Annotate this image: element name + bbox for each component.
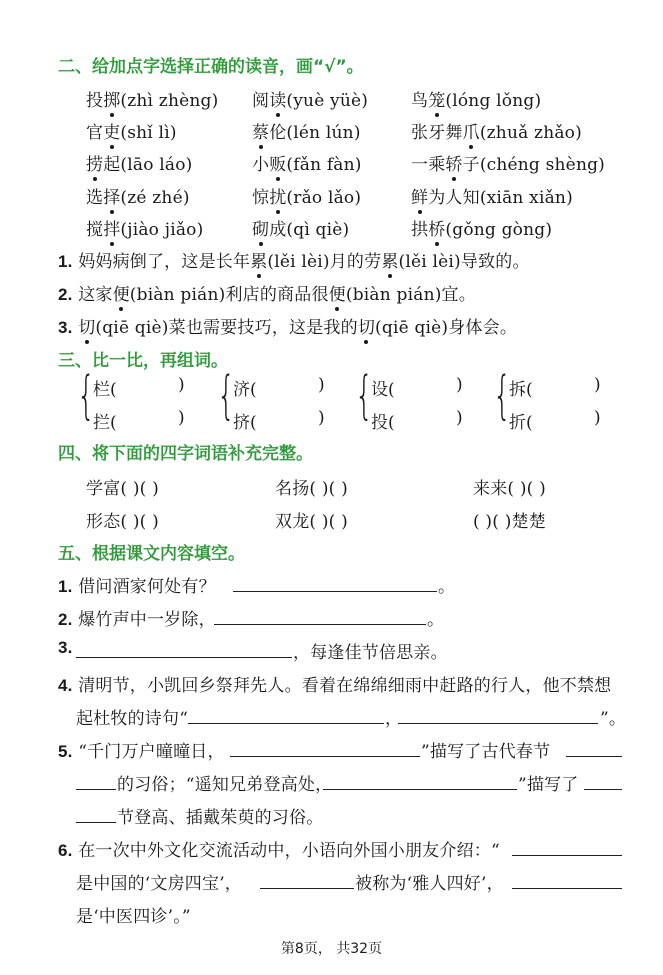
pinyin-options[interactable]: (zhuǎ zhǎo) (479, 123, 582, 143)
q-number: 6. (58, 841, 73, 860)
dotted-char: 轿 (445, 150, 462, 175)
compare-char: 投( (371, 413, 395, 433)
word-part: 惊 (252, 188, 270, 208)
idiom-item[interactable]: 形态( )( ) (86, 512, 159, 532)
answer-blank[interactable] (76, 657, 292, 658)
q-text: “千门万户曈曈日， (78, 742, 225, 762)
idiom-item[interactable]: 来来( )( ) (473, 479, 546, 499)
pinyin-options[interactable]: (biàn pián)利店的商品很 (129, 285, 329, 305)
answer-blank[interactable] (76, 789, 116, 790)
dotted-char: 爪 (463, 118, 480, 143)
pinyin-options[interactable]: (rǎo lǎo) (286, 188, 362, 208)
pinyin-options[interactable]: (biàn pián)宜。 (345, 285, 476, 305)
dotted-char: 桥 (428, 215, 445, 240)
word-part: 伦 (269, 123, 287, 143)
q-number: 4. (58, 676, 73, 695)
word-part: 成 (269, 220, 287, 240)
pinyin-item (252, 215, 349, 240)
page-number: 第8页， 共32页 (280, 941, 383, 957)
section-3-title: 三、比一比，再组词。 (58, 351, 228, 371)
q-text: ，每逢佳节倍思亲。 (293, 643, 448, 663)
word-part: 一乘 (411, 155, 446, 175)
pinyin-item (252, 86, 368, 111)
pinyin-options[interactable]: (fǎn fàn) (286, 155, 362, 175)
section-5-title: 五、根据课文内容填空。 (58, 544, 245, 564)
answer-blank[interactable] (214, 624, 426, 625)
q-number: 3. (58, 318, 73, 337)
pinyin-item (411, 118, 582, 143)
word-blank[interactable]: ) (178, 408, 185, 428)
pinyin-options[interactable]: (yuè yüè) (286, 91, 369, 111)
q-number: 2. (58, 285, 73, 304)
dotted-char: 切 (358, 313, 375, 338)
q-end: ”。 (600, 709, 627, 729)
dotted-char: 便 (113, 280, 130, 305)
pinyin-item (86, 86, 218, 111)
pinyin-item (86, 150, 193, 175)
pinyin-options[interactable]: (chéng shèng) (479, 155, 606, 175)
pinyin-item (252, 150, 362, 175)
word-part: 搅 (86, 220, 104, 240)
answer-blank[interactable] (512, 855, 622, 856)
word-part: 为人知 (428, 188, 480, 208)
q-text-cont: 节登高、插戴茱萸的习俗。 (117, 808, 324, 828)
sec5-question-1 (58, 572, 216, 597)
word-part: 阅 (252, 91, 270, 111)
q-end: 。 (438, 577, 456, 597)
q-text: 这家 (78, 285, 113, 305)
q-text: 清明节，小凯回乡祭拜先人。看着在绵绵细雨中赶路的行人，他不禁想 (78, 676, 612, 696)
pinyin-options[interactable]: (qì qiè) (286, 220, 350, 240)
word-blank[interactable]: ) (318, 375, 325, 395)
pinyin-options[interactable]: (zé zhé) (120, 188, 190, 208)
pinyin-options[interactable]: (jiào jiǎo) (120, 220, 204, 240)
pinyin-options[interactable]: (lāo láo) (120, 155, 193, 175)
brace-icon: { (77, 366, 96, 426)
answer-blank[interactable] (584, 789, 622, 790)
word-part: 拱 (411, 220, 429, 240)
word-blank[interactable]: ) (456, 408, 463, 428)
pinyin-item (411, 150, 605, 175)
q-number: 1. (58, 252, 73, 271)
compare-char: 栏( (93, 380, 117, 400)
q-end: 。 (427, 610, 445, 630)
dotted-char: 扰 (269, 183, 286, 208)
dotted-char: 读 (269, 86, 286, 111)
dotted-char: 砌 (252, 215, 269, 240)
pinyin-options[interactable]: (xiān xiǎn) (479, 188, 573, 208)
dotted-char: 便 (329, 280, 346, 305)
pinyin-item (411, 215, 552, 240)
answer-blank[interactable] (512, 888, 622, 889)
word-blank[interactable]: ) (318, 408, 325, 428)
pinyin-item (86, 215, 203, 240)
brace-icon: { (217, 366, 236, 426)
pinyin-options[interactable]: (lóng lǒng) (445, 91, 542, 111)
compare-char: 折( (509, 413, 533, 433)
dotted-char: 笼 (428, 86, 445, 111)
word-part: 官 (86, 123, 104, 143)
word-part: 小 (252, 155, 270, 175)
q-number: 5. (58, 742, 73, 761)
word-blank[interactable]: ) (594, 408, 601, 428)
answer-blank[interactable] (188, 723, 384, 724)
dotted-char: 吏 (103, 118, 120, 143)
idiom-item[interactable]: ( )( )楚楚 (473, 512, 546, 532)
dotted-char: 切 (78, 313, 95, 338)
word-blank[interactable]: ) (594, 375, 601, 395)
sec2-question-2 (58, 280, 476, 305)
answer-blank[interactable] (260, 888, 354, 889)
word-blank[interactable]: ) (456, 375, 463, 395)
compare-char: 拆( (509, 380, 533, 400)
pinyin-item (252, 183, 361, 208)
idiom-item[interactable]: 名扬( )( ) (275, 479, 348, 499)
answer-blank[interactable] (398, 723, 598, 724)
word-part: 鸟 (411, 91, 429, 111)
q-text-cont: 被称为‘雅人四好’， (355, 874, 504, 894)
word-part: 子 (462, 155, 480, 175)
compare-char: 拦( (93, 413, 117, 433)
q-text-cont: 起杜牧的诗句“ (76, 709, 189, 729)
pinyin-options[interactable]: (lén lún) (286, 123, 361, 143)
section-4-title: 四、将下面的四字词语补充完整。 (58, 444, 313, 464)
compare-char: 济( (233, 380, 257, 400)
q-text-cont: 是中国的‘文房四宝’， (76, 874, 243, 894)
idiom-item[interactable]: 学富( )( ) (86, 479, 159, 499)
sec2-question-1 (58, 247, 530, 272)
q-text: 妈妈病倒了，这是长年 (78, 252, 251, 272)
pinyin-item (411, 86, 541, 111)
dotted-char: 贩 (269, 150, 286, 175)
q-number: 3. (58, 638, 73, 657)
dotted-char: 鲜 (411, 183, 428, 208)
pinyin-options[interactable]: (qiē qiè)身体会。 (375, 318, 518, 338)
pinyin-item (411, 183, 573, 208)
dotted-char: 拌 (103, 215, 120, 240)
answer-blank[interactable] (230, 756, 420, 757)
dotted-char: 掷 (103, 86, 120, 111)
idiom-item[interactable]: 双龙( )( ) (275, 512, 348, 532)
brace-icon: { (355, 366, 374, 426)
q-text-cont: 的习俗；“遥知兄弟登高处， (117, 775, 333, 795)
section-2-title: 二、给加点字选择正确的读音，画“√”。 (58, 57, 364, 77)
sec2-question-3 (58, 313, 517, 338)
word-part: 张牙舞 (411, 123, 463, 143)
pinyin-options[interactable]: (zhì zhèng) (120, 91, 219, 111)
answer-blank[interactable] (566, 756, 622, 757)
dotted-char: 捞 (86, 150, 103, 175)
answer-blank[interactable] (233, 591, 437, 592)
pinyin-item (86, 183, 190, 208)
word-part: 选 (86, 188, 104, 208)
q-number: 1. (58, 577, 73, 596)
q-comma: ， (385, 709, 403, 729)
dotted-char: 累 (250, 247, 267, 272)
q-text-cont: 是‘中医四诊’。” (76, 907, 191, 927)
word-blank[interactable]: ) (178, 375, 185, 395)
answer-blank[interactable] (323, 789, 517, 790)
pinyin-options[interactable]: (shǐ lì) (120, 123, 177, 143)
brace-icon: { (493, 366, 512, 426)
q-text: 在一次中外文化交流活动中，小语向外国小朋友介绍：“ (78, 841, 500, 861)
answer-blank[interactable] (76, 822, 116, 823)
word-part: 投 (86, 91, 104, 111)
q-text-mid: ”描写了古代春节 (421, 742, 551, 762)
dotted-char: 蔡 (252, 118, 269, 143)
sec5-question-2 (58, 605, 216, 630)
dotted-char: 择 (103, 183, 120, 208)
pinyin-item (86, 118, 177, 143)
pinyin-options[interactable]: (lěi lèi)导致的。 (398, 252, 530, 272)
q-text: 借问酒家何处有？ (78, 577, 216, 597)
q-text-cont: ”描写了 (518, 775, 579, 795)
pinyin-options[interactable]: (lěi lèi)月的劳 (267, 252, 382, 272)
sec5-question-6 (58, 836, 500, 861)
word-part: 起 (103, 155, 121, 175)
sec5-question-4 (58, 671, 611, 696)
compare-char: 挤( (233, 413, 257, 433)
pinyin-options[interactable]: (qiē qiè)菜也需要技巧，这是我的 (95, 318, 358, 338)
dotted-char: 累 (381, 247, 398, 272)
sec5-question-5 (58, 737, 225, 762)
pinyin-options[interactable]: (gǒng gòng) (445, 220, 553, 240)
q-number: 2. (58, 610, 73, 629)
pinyin-item (252, 118, 361, 143)
q-text: 爆竹声中一岁除， (78, 610, 216, 630)
compare-char: 设( (371, 380, 395, 400)
